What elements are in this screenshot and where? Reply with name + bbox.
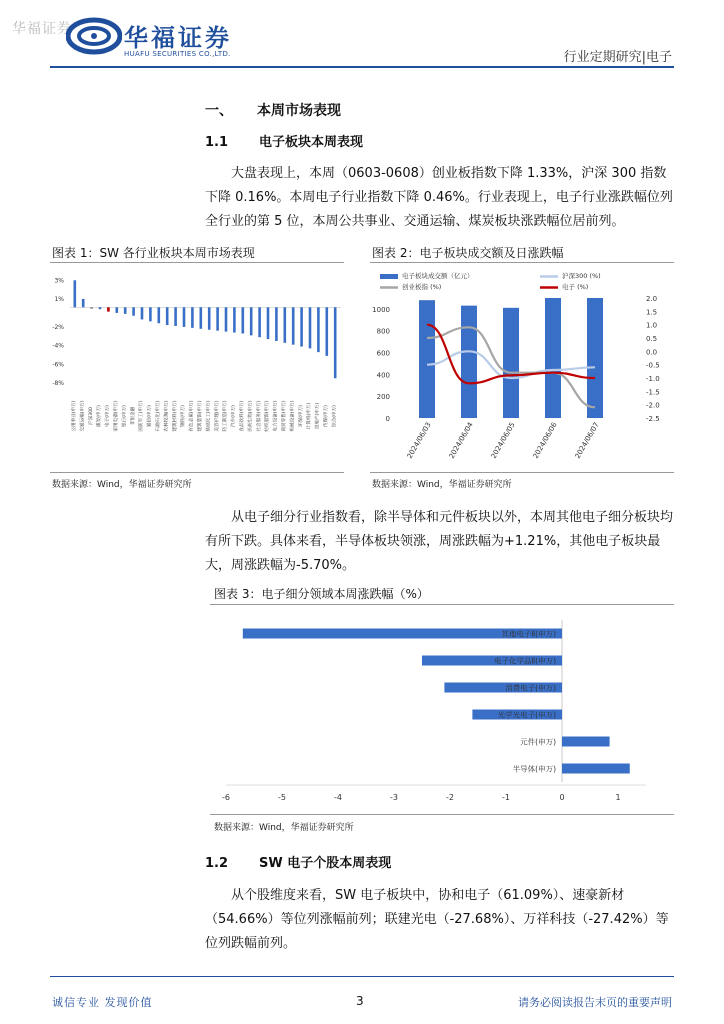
- x-tick-label: 机械设备(申万): [290, 400, 296, 432]
- x-tick-label: 基础化工(申万): [206, 400, 212, 432]
- x-tick-label: 美容护理(申万): [214, 400, 220, 432]
- logo-text-cn: 华福证券: [124, 24, 232, 52]
- x-tick-label: 房地产(申万): [315, 402, 321, 430]
- figure-2-source: 数据来源：Wind，华福证券研究所: [372, 480, 512, 490]
- x-tick-label: -1: [502, 793, 510, 802]
- bar: [503, 308, 519, 418]
- x-tick-label: 0: [559, 793, 565, 802]
- figure-1-title: 图表 1：SW 各行业板块本周市场表现: [52, 246, 255, 260]
- bar: [334, 307, 337, 378]
- logo-text-en: HUAFU SECURITIES CO.,LTD.: [124, 50, 231, 58]
- x-tick-label: -3: [390, 793, 398, 802]
- bar: [562, 737, 610, 747]
- paragraph-market-overview: 大盘表现上，本周（0603-0608）创业板指数下降 1.33%，沪深 300 指数下降 0.16%。本周电子行业指数下降 0.46%。行业表现上，电子行业涨跌幅位列全行业的第 5 位，本周公共事业、交通运输、煤炭板块涨跌幅位居前列。: [205, 166, 673, 229]
- y-left-tick-label: 400: [376, 371, 390, 380]
- x-tick-label: 1: [615, 793, 621, 802]
- x-tick-label: 国防军工(申万): [139, 400, 145, 432]
- page-number: 3: [356, 994, 364, 1008]
- x-tick-label: 2024/06/05: [489, 421, 517, 460]
- bar: [74, 280, 77, 307]
- x-tick-label: 银行(申万): [122, 405, 128, 427]
- y-right-tick-label: 0.0: [646, 348, 658, 357]
- figure-2-bottom-rule: [370, 472, 674, 473]
- bar: [183, 307, 186, 327]
- figure-3-title: 图表 3：电子细分领域本周涨跌幅（%）: [214, 587, 429, 601]
- y-tick-label: -6%: [52, 361, 64, 369]
- legend-label: 电子 (%): [562, 283, 589, 291]
- x-tick-label: -5: [278, 793, 286, 802]
- header-divider: [50, 66, 674, 68]
- x-tick-label: 电力设备(申万): [273, 400, 279, 432]
- y-right-tick-label: 1.0: [646, 321, 658, 330]
- bar: [141, 307, 144, 319]
- bar: [158, 307, 161, 323]
- category-label: 半导体(申万): [512, 764, 556, 774]
- y-left-tick-label: 0: [385, 415, 390, 423]
- x-tick-label: 沪深300: [88, 407, 94, 425]
- x-tick-label: 非银金融: [130, 406, 136, 426]
- bar: [309, 307, 312, 348]
- x-tick-label: 家用电器(申万): [114, 400, 119, 432]
- bar: [116, 307, 119, 313]
- section-number: 一、: [205, 103, 233, 119]
- bar: [284, 307, 287, 342]
- x-tick-label: 医药生物(申万): [248, 400, 254, 432]
- y-left-tick-label: 600: [376, 349, 390, 358]
- bar: [233, 307, 236, 332]
- x-tick-label: 计算机(申万): [307, 402, 313, 430]
- paragraph-stock-performance: 从个股维度来看，SW 电子板块中，协和电子（61.09%）、速豪新材（54.66%）等位列涨幅前列；联建光电（-27.68%）、万祥科技（-27.42%）等位列跌幅前列。: [205, 888, 669, 951]
- x-tick-label: 通信(申万): [147, 405, 153, 427]
- bar: [545, 298, 561, 418]
- figure-1-bottom-rule: [50, 472, 344, 473]
- bar: [419, 300, 435, 418]
- figure-2-top-rule: [370, 262, 674, 263]
- bar: [275, 307, 278, 341]
- category-label: 其他电子Ⅱ(申万): [501, 629, 556, 639]
- legend-label: 创业板指 (%): [402, 283, 442, 291]
- x-tick-label: 钢铁(申万): [181, 405, 187, 427]
- x-tick-label: 石油石化(申万): [156, 400, 161, 432]
- x-tick-label: 传媒(申万): [324, 405, 329, 427]
- category-label: 消费电子(申万): [505, 683, 556, 693]
- section-label: 行业定期研究|电子: [563, 50, 672, 65]
- y-tick-label: 1%: [54, 296, 64, 303]
- y-right-tick-label: 2.0: [646, 295, 658, 303]
- chart-turnover-daily-change: [370, 264, 674, 470]
- bar: [326, 307, 329, 356]
- bar: [317, 307, 320, 352]
- y-right-tick-label: 0.5: [646, 335, 658, 343]
- footer-slogan: 诚信专业 发现价值: [52, 996, 153, 1009]
- subsection-title: 电子板块本周表现: [259, 135, 364, 150]
- watermark: 华福证券: [12, 21, 72, 37]
- bar: [174, 307, 177, 326]
- y-tick-label: -8%: [52, 380, 64, 387]
- x-tick-label: 综合(申万): [332, 405, 338, 427]
- figure-2-title: 图表 2：电子板块成交额及日涨跌幅: [372, 246, 564, 260]
- y-right-tick-label: -1.5: [646, 388, 660, 397]
- company-logo: [66, 12, 246, 62]
- y-right-tick-label: -0.5: [646, 361, 660, 370]
- bar: [267, 307, 270, 339]
- x-tick-label: 社会服务(申万): [256, 400, 262, 432]
- figure-3-top-rule: [210, 604, 674, 605]
- x-tick-label: 公用事业(申万): [72, 400, 77, 432]
- figure-1-top-rule: [50, 262, 344, 263]
- subsection-title: SW 电子个股本周表现: [259, 856, 392, 871]
- x-tick-label: 轻工制造(申万): [223, 400, 229, 432]
- bar: [461, 306, 477, 418]
- y-tick-label: 3%: [54, 277, 64, 285]
- bar: [562, 764, 630, 774]
- bar: [166, 307, 169, 325]
- category-label: 元件(申万): [520, 737, 556, 747]
- x-tick-label: 食品饮料(申万): [240, 400, 245, 432]
- subsection-heading-1-1: [205, 131, 363, 150]
- bar: [82, 299, 85, 307]
- y-left-tick-label: 800: [376, 327, 390, 336]
- x-tick-label: 电子(申万): [105, 405, 111, 427]
- legend-label: 电子板块成交额（亿元）: [402, 272, 474, 280]
- x-tick-label: 建筑装饰(申万): [198, 400, 203, 432]
- x-tick-label: 农林牧渔(申万): [164, 400, 170, 432]
- bar: [300, 307, 303, 346]
- bar: [587, 298, 603, 418]
- x-tick-label: 纺织服饰(申万): [265, 400, 271, 432]
- bar: [216, 307, 219, 330]
- bar: [124, 307, 127, 314]
- category-label: 光学光电子(申万): [497, 710, 556, 720]
- legend-swatch: [380, 274, 398, 279]
- x-tick-label: 煤炭(申万): [97, 405, 103, 427]
- x-tick-label: 2024/06/03: [405, 421, 433, 460]
- chart-industry-performance: [50, 264, 344, 470]
- x-tick-label: 2024/06/06: [531, 421, 559, 460]
- figure-3-source: 数据来源：Wind，华福证券研究所: [214, 823, 354, 833]
- y-right-tick-label: -2.5: [646, 415, 660, 423]
- y-tick-label: -4%: [52, 342, 64, 350]
- y-tick-label: -2%: [52, 324, 64, 331]
- bar: [242, 307, 245, 333]
- figure-3-bottom-rule: [210, 814, 674, 815]
- chart-subsector-change: [210, 606, 674, 812]
- x-tick-label: 2024/06/07: [573, 421, 601, 460]
- bar: [258, 307, 261, 337]
- x-tick-label: 建筑材料(申万): [172, 400, 178, 432]
- bar: [292, 307, 295, 344]
- y-right-tick-label: -1.0: [646, 375, 660, 383]
- x-tick-label: -2: [446, 793, 454, 802]
- subsection-number: 1.2: [205, 856, 229, 871]
- bar: [225, 307, 228, 331]
- y-right-tick-label: -2.0: [646, 401, 660, 410]
- y-left-tick-label: 200: [376, 393, 390, 402]
- paragraph-subsector-overview: 从电子细分行业指数看，除半导体和元件板块以外，本周其他电子细分板块均有所下跌。具体来看，半导体板块领涨，周涨跌幅为+1.21%，其他电子板块最大，周涨跌幅为-5.70%。: [205, 510, 674, 573]
- x-tick-label: 有色金属(申万): [189, 400, 195, 432]
- footer-disclaimer: 请务必阅读报告末页的重要声明: [518, 996, 672, 1009]
- bar: [107, 307, 110, 311]
- subsection-heading-1-2: [205, 852, 391, 871]
- y-left-tick-label: 1000: [372, 305, 390, 314]
- x-tick-label: 环保(申万): [298, 405, 304, 427]
- x-tick-label: 商贸零售(申万): [282, 400, 287, 432]
- x-tick-label: 交通运输(申万): [80, 400, 86, 432]
- y-right-tick-label: 1.5: [646, 308, 658, 317]
- bar: [208, 307, 211, 329]
- x-tick-label: -4: [334, 793, 342, 802]
- bar: [132, 307, 135, 315]
- subsection-number: 1.1: [205, 135, 229, 150]
- section-title: 本周市场表现: [257, 103, 341, 119]
- logo-swirl-icon: [66, 16, 122, 56]
- bar: [149, 307, 152, 321]
- bar: [191, 307, 194, 328]
- bar: [90, 307, 93, 308]
- bar: [250, 307, 253, 335]
- category-label: 电子化学品Ⅱ(申万): [493, 656, 556, 666]
- bar: [99, 307, 102, 309]
- x-tick-label: 汽车(申万): [231, 405, 237, 427]
- figure-1-source: 数据来源：Wind，华福证券研究所: [52, 480, 192, 490]
- x-tick-label: -6: [222, 793, 230, 802]
- legend-label: 沪深300 (%): [562, 272, 601, 280]
- section-heading-1: [205, 100, 341, 120]
- footer-divider: [50, 976, 674, 977]
- bar: [200, 307, 203, 328]
- x-tick-label: 2024/06/04: [447, 421, 475, 460]
